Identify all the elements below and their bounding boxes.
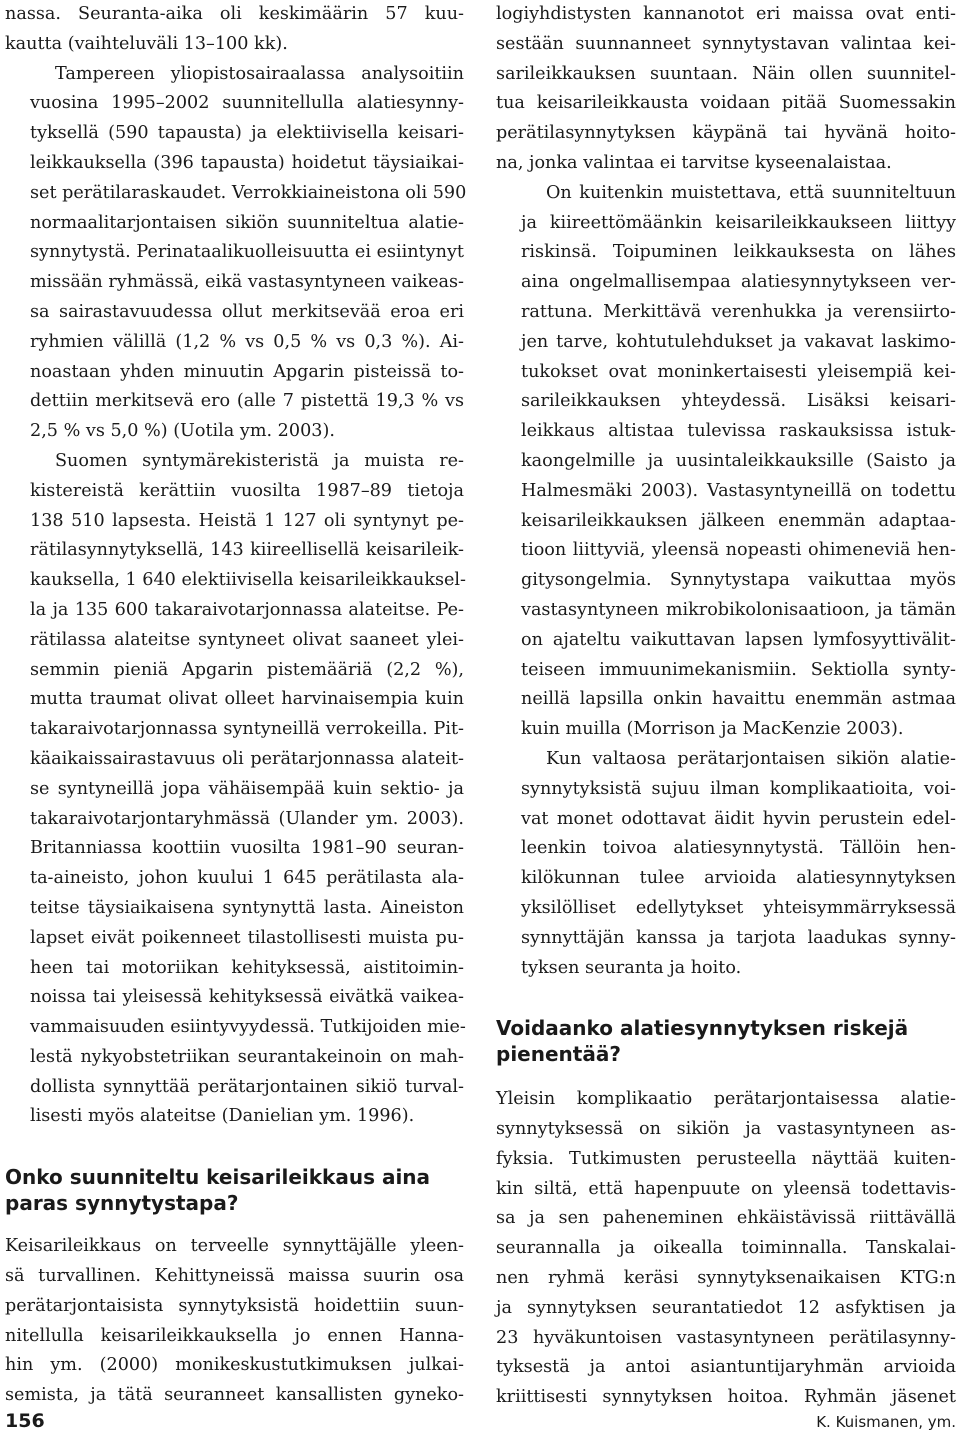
text-line: lapset eivät poikenneet tilastollisesti muista pu- bbox=[30, 927, 464, 948]
text-line: käaikaissairastavuus oli perätarjonnassa alateit- bbox=[30, 748, 464, 769]
text-line: ta-aineisto, johon kuului 1 645 perätilasta ala- bbox=[30, 868, 464, 889]
text-line: kaongelmille ja uusintaleikkauksille (Saisto ja bbox=[521, 450, 956, 471]
text-line: sestään suunnanneet synnytystavan valintaa kei- bbox=[496, 33, 956, 54]
text-line: kauksella, 1 640 elektiivisella keisarileikkauksel- bbox=[30, 570, 466, 591]
heading-line: Voidaanko alatiesynnytyksen riskejä bbox=[496, 1016, 909, 1041]
paragraph bbox=[5, 1232, 464, 1411]
text-line: takaraivotarjonnassa syntyneillä verrokeilla. Pit- bbox=[30, 719, 464, 740]
text-line: perätilasynnytyksen käypänä tai hyvänä hoito- bbox=[496, 123, 956, 144]
text-line: ryhmien välillä (1,2 % vs 0,5 % vs 0,3 %). Ai- bbox=[30, 331, 464, 352]
text-line: perätarjontaisista synnytyksistä hoidettiin suun- bbox=[5, 1295, 464, 1316]
text-line: mutta traumat olivat olleet harvinaisempia kuin bbox=[30, 689, 464, 710]
text-line: lisesti myös alateitse (Danielian ym. 1996). bbox=[30, 1106, 415, 1127]
text-line: vammaisuuden esiintyvyydessä. Tutkijoiden mie- bbox=[30, 1017, 466, 1038]
text-line: vastasyntyneen mikrobikolonisaatioon, ja tämän bbox=[521, 599, 956, 620]
text-line: riskinsä. Toipuminen leikkauksesta on lähes bbox=[521, 242, 956, 263]
text-line: kuin muilla (Morrison ja MacKenzie 2003). bbox=[521, 719, 904, 740]
text-line: 23 hyväkuntoisen vastasyntyneen perätilasynny- bbox=[496, 1327, 956, 1348]
text-line: normaalitarjontaisen sikiön suunniteltua alatie- bbox=[30, 212, 464, 233]
text-line: takaraivotarjontaryhmässä (Ulander ym. 2003). bbox=[30, 808, 464, 829]
text-line: tua keisarileikkausta voidaan pitää Suomessakin bbox=[496, 93, 956, 114]
text-line: 138 510 lapsesta. Heistä 1 127 oli syntynyt pe- bbox=[30, 510, 464, 531]
text-line: noastaan yhden minuutin Apgarin pisteissä to- bbox=[30, 361, 464, 382]
text-line: ja synnytyksen seurantatiedot 12 asfyktisen ja bbox=[496, 1297, 956, 1318]
text-line: Keisarileikkaus on terveelle synnyttäjälle yleen- bbox=[5, 1236, 464, 1257]
text-line: yksilölliset edellytykset yhteisymmärryksessä bbox=[521, 897, 956, 918]
text-line: nen ryhmä keräsi synnytyksenaikaisen KTG:n bbox=[496, 1268, 956, 1289]
text-line: 2,5 % vs 5,0 %) (Uotila ym. 2003). bbox=[30, 421, 335, 442]
text-line: aina ongelmallisempaa alatiesynnytykseen ver- bbox=[521, 272, 956, 293]
text-line: leikkauksella (396 tapausta) hoidetut täysiaikai- bbox=[30, 152, 464, 173]
paragraph bbox=[496, 0, 956, 179]
text-line: nassa. Seuranta-aika oli keskimäärin 57 kuu- bbox=[5, 4, 464, 24]
text-line: synnytystä. Perinataalikuolleisuutta ei esiintynyt bbox=[30, 242, 464, 263]
text-line: Suomen syntymärekisteristä ja muista re- bbox=[55, 450, 464, 471]
text-line: nitellulla keisarileikkauksella jo ennen Hanna- bbox=[5, 1325, 464, 1346]
text-line: Halmesmäki 2003). Vastasyntyneillä on todettu bbox=[521, 480, 956, 501]
section-heading bbox=[5, 1164, 464, 1216]
text-line: sa sairastavuudessa ollut merkitsevää eroa eri bbox=[30, 301, 464, 322]
text-line: sarileikkauksen suuntaan. Näin ollen suunnitel- bbox=[496, 63, 956, 84]
text-line: sarileikkauksen yhteydessä. Lisäksi keisari- bbox=[521, 391, 956, 412]
text-line: vuosina 1995–2002 suunnitellulla alatiesynny- bbox=[30, 93, 464, 114]
text-line: se syntyneillä jopa vähäisempää kuin sektio- ja bbox=[30, 778, 464, 799]
paragraph bbox=[496, 179, 956, 745]
text-line: na, jonka valintaa ei tarvitse kyseenalaistaa. bbox=[496, 152, 892, 173]
text-line: On kuitenkin muistettava, että suunniteltuun bbox=[546, 182, 956, 203]
text-line: rattuna. Merkittävä verenhukka ja verensiirto- bbox=[521, 301, 956, 322]
text-line: kautta (vaihteluväli 13–100 kk). bbox=[5, 33, 288, 54]
section-heading bbox=[496, 1015, 956, 1067]
paragraph bbox=[496, 1085, 956, 1413]
text-line: Britanniassa koottiin vuosilta 1981–90 seuran- bbox=[30, 838, 464, 859]
text-line: kin siltä, että hapenpuute on yleensä todettavis- bbox=[496, 1178, 956, 1199]
text-line: dollista synnyttää perätarjontainen sikiö turval- bbox=[30, 1076, 464, 1097]
text-line: seurannalla ja oikealla toiminnalla. Tanskalai- bbox=[496, 1238, 956, 1259]
text-line: lestä nykyobstetriikan seurantakeinoin on mah- bbox=[30, 1046, 464, 1067]
heading-line: Onko suunniteltu keisarileikkaus aina bbox=[5, 1165, 431, 1190]
paragraph bbox=[5, 0, 464, 60]
text-line: set perätilaraskaudet. Verrokkiaineistona oli 590 bbox=[30, 182, 467, 203]
text-line: tioon liittyviä, yleensä nopeasti ohimeneviä hen- bbox=[521, 540, 956, 561]
text-line: keisarileikkauksen jälkeen enemmän adaptaa- bbox=[521, 510, 956, 531]
text-line: leenkin toivoa alatiesynnytystä. Tällöin hen- bbox=[521, 838, 956, 859]
page-footer bbox=[0, 1396, 960, 1438]
text-line: sä turvallinen. Kehittyneissä maissa suurin osa bbox=[5, 1266, 464, 1287]
text-line: fyksia. Tutkimusten perusteella näyttää kuiten- bbox=[496, 1148, 956, 1169]
text-line: rätilassa alateitse syntyneet olivat saaneet ylei- bbox=[30, 629, 464, 650]
text-line: tyksellä (590 tapausta) ja elektiivisella keisari- bbox=[30, 123, 464, 144]
text-line: synnyttäjän kanssa ja tarjota laadukas synny- bbox=[521, 927, 956, 948]
text-line: Tampereen yliopistosairaalassa analysoitiin bbox=[55, 63, 464, 84]
text-line: leikkaus altistaa tulevissa raskauksissa istuk- bbox=[521, 421, 956, 442]
paragraph bbox=[5, 60, 467, 447]
text-line: la ja 135 600 takaraivotarjonnassa alateitse. Pe- bbox=[30, 599, 464, 620]
text-line: ja kiireettömäänkin keisarileikkaukseen liittyy bbox=[521, 212, 956, 233]
heading-line: paras synnytystapa? bbox=[5, 1191, 239, 1216]
text-line: neillä lapsilla onkin havaittu enemmän astmaa bbox=[521, 689, 956, 710]
heading-line: pienentää? bbox=[496, 1042, 621, 1067]
text-line: gitysongelmia. Synnytystapa vaikuttaa myös bbox=[521, 570, 956, 591]
text-line: hin ym. (2000) monikeskustutkimuksen julkai- bbox=[5, 1355, 464, 1376]
text-line: semmin pieniä Apgarin pistemääriä (2,2 %), bbox=[30, 659, 464, 680]
text-line: Yleisin komplikaatio perätarjontaisessa alatie- bbox=[496, 1089, 956, 1110]
text-line: kriittisesti synnytyksen hoitoa. Ryhmän jäsenet bbox=[496, 1387, 956, 1408]
text-line: tyksestä ja antoi asiantuntijaryhmän arvioida bbox=[496, 1357, 956, 1378]
text-line: vat monet odottavat äidit hyvin perustein edel- bbox=[521, 808, 956, 829]
left-column bbox=[5, 0, 467, 1411]
text-line: tyksen seuranta ja hoito. bbox=[521, 957, 742, 978]
text-line: semista, ja tätä seuranneet kansallisten gyneko- bbox=[5, 1385, 464, 1406]
text-line: noissa tai yleisessä kehityksessä eivätkä vaikea- bbox=[30, 987, 464, 1008]
text-line: teiseen immuunimekanismiin. Sektiolla synty- bbox=[521, 659, 956, 680]
paragraph bbox=[5, 447, 464, 1132]
text-line: tukokset ovat moninkertaisesti yleisempiä kei- bbox=[521, 361, 956, 382]
page-number: 156 bbox=[5, 1410, 45, 1432]
text-line: logiyhdistysten kannanotot eri maissa ovat enti- bbox=[496, 4, 956, 24]
text-line: synnytyksistä sujuu ilman komplikaatioita, voi- bbox=[521, 778, 956, 799]
text-line: missään ryhmässä, eikä vastasyntyneen vaikeas- bbox=[30, 272, 464, 293]
text-line: rätilasynnytyksellä, 143 kiireellisellä keisarileik- bbox=[30, 540, 464, 561]
text-line: sa ja sen paheneminen ehkäistävissä riittävällä bbox=[496, 1208, 956, 1229]
text-line: kilökunnan tulee arvioida alatiesynnytyksen bbox=[521, 868, 956, 889]
text-line: on ajateltu vaikuttavan lapsen lymfosyyttivälit- bbox=[521, 629, 956, 650]
text-line: dettiin merkitsevä ero (alle 7 pistettä 19,3 % vs bbox=[30, 391, 464, 412]
text-line: heen tai motoriikan kehityksessä, aistitoimin- bbox=[30, 957, 464, 978]
right-column bbox=[496, 0, 956, 1413]
text-line: synnytyksessä on sikiön ja vastasyntyneen as- bbox=[496, 1119, 956, 1140]
text-line: jen tarve, kohtutulehdukset ja vakavat laskimo- bbox=[521, 331, 956, 352]
running-author: K. Kuismanen, ym. bbox=[816, 1413, 956, 1431]
text-line: Kun valtaosa perätarjontaisen sikiön alatie- bbox=[546, 748, 956, 769]
text-line: kistereistä kerättiin vuosilta 1987–89 tietoja bbox=[30, 480, 464, 501]
text-line: teitse täysiaikaisena syntynyttä lasta. Aineiston bbox=[30, 897, 464, 918]
paragraph bbox=[496, 745, 956, 983]
